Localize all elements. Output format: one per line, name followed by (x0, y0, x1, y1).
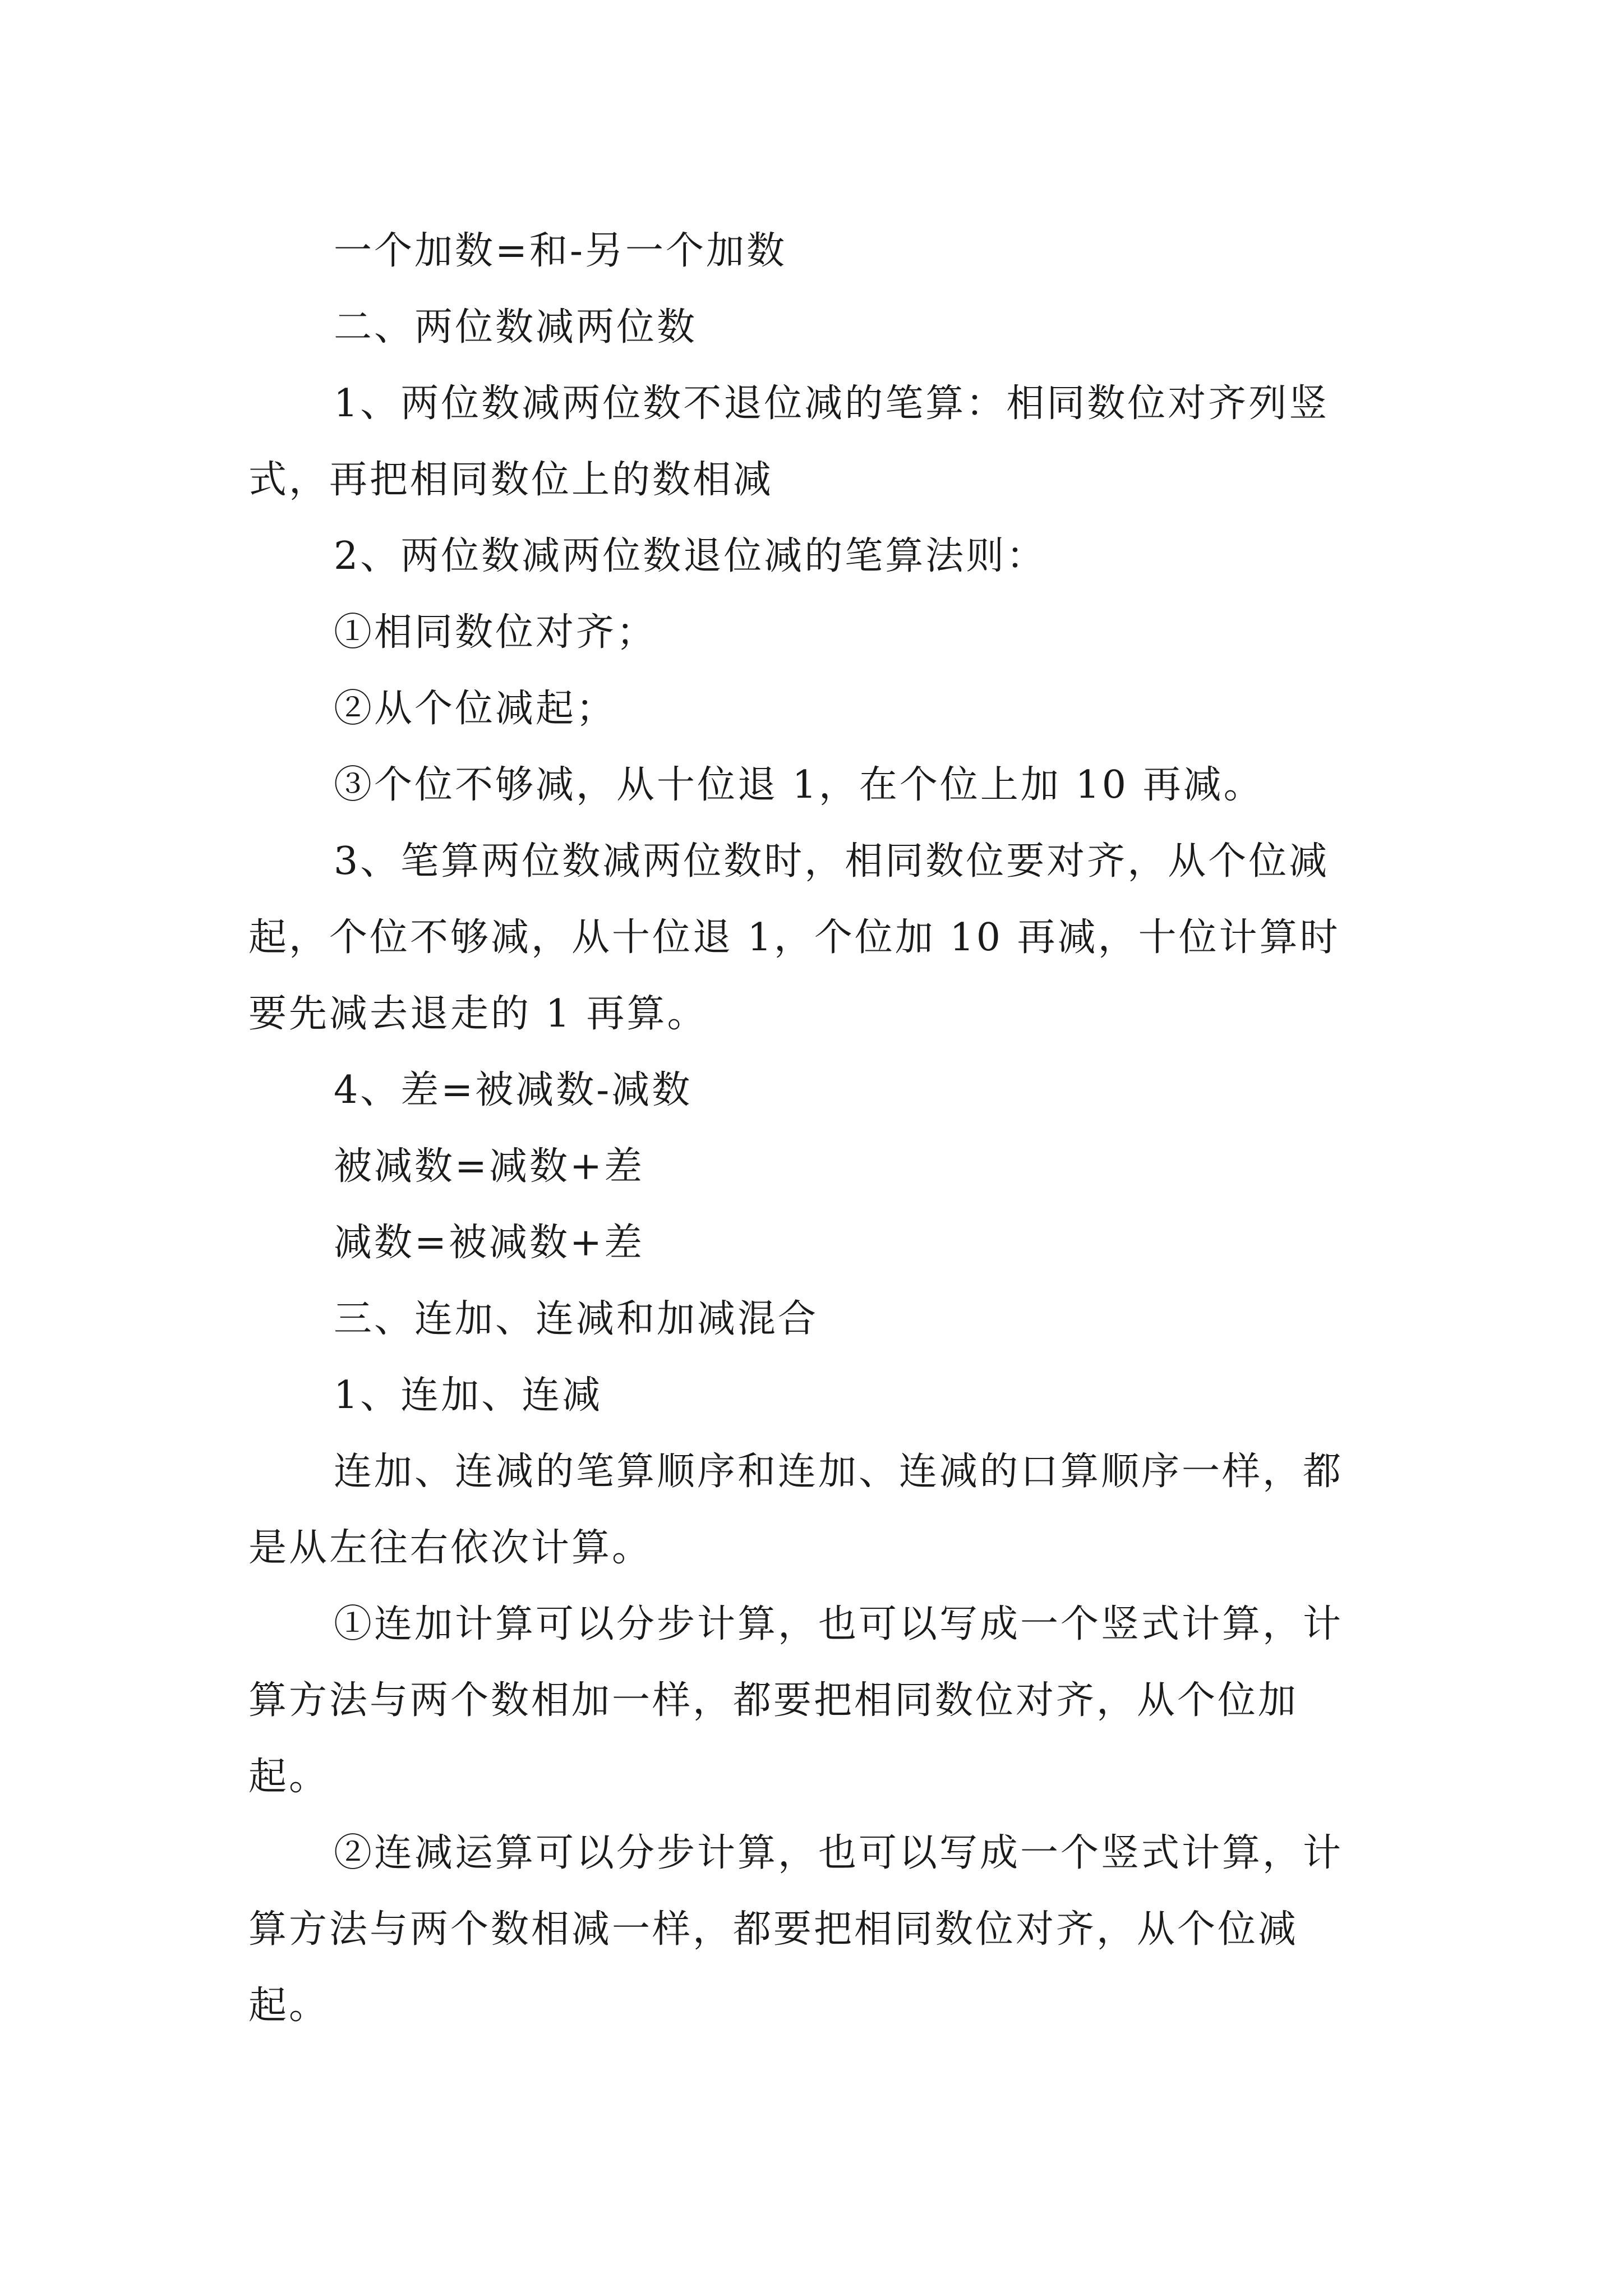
subheading-consecutive-add-subtract: 1、连加、连减 (334, 1373, 603, 1418)
list-item-borrow-from-tens: ③个位不够减，从十位退 1，在个位上加 10 再减。 (334, 763, 1264, 807)
paragraph-written-subtraction-steps: 3、笔算两位数减两位数时，相同数位要对齐，从个位减起，个位不够减，从十位退 1，个位加 10 再减，十位计算时要先减去退走的 1 再算。 (248, 839, 1340, 1036)
list-item-consecutive-addition: ①连加计算可以分步计算，也可以写成一个竖式计算，计算方法与两个数相加一样，都要把相同数位对齐，从个位加起。 (248, 1602, 1344, 1799)
list-item-start-from-ones: ②从个位减起； (334, 687, 617, 731)
paragraph-borrow-subtraction-rule: 2、两位数减两位数退位减的笔算法则： (334, 534, 1047, 578)
paragraph-subtrahend-formula: 减数=被减数+差 (334, 1221, 644, 1265)
section-heading-two-digit-subtraction: 二、两位数减两位数 (334, 305, 698, 349)
paragraph-minuend-formula: 被减数=减数+差 (334, 1144, 644, 1189)
paragraph-calculation-order: 连加、连减的笔算顺序和连加、连减的口算顺序一样，都是从左往右依次计算。 (248, 1450, 1344, 1570)
document-body (248, 213, 1376, 2044)
section-heading-consecutive-operations: 三、连加、连减和加减混合 (334, 1297, 819, 1341)
paragraph-no-borrow-subtraction: 1、两位数减两位数不退位减的笔算：相同数位对齐列竖式，再把相同数位上的数相减 (248, 381, 1330, 502)
paragraph-difference-formula: 4、差=被减数-减数 (334, 1068, 693, 1112)
paragraph-addend-formula: 一个加数=和-另一个加数 (334, 229, 787, 273)
list-item-consecutive-subtraction: ②连减运算可以分步计算，也可以写成一个竖式计算，计算方法与两个数相减一样，都要把相同数位对齐，从个位减起。 (248, 1831, 1344, 2028)
list-item-align-digits: ①相同数位对齐； (334, 610, 657, 655)
